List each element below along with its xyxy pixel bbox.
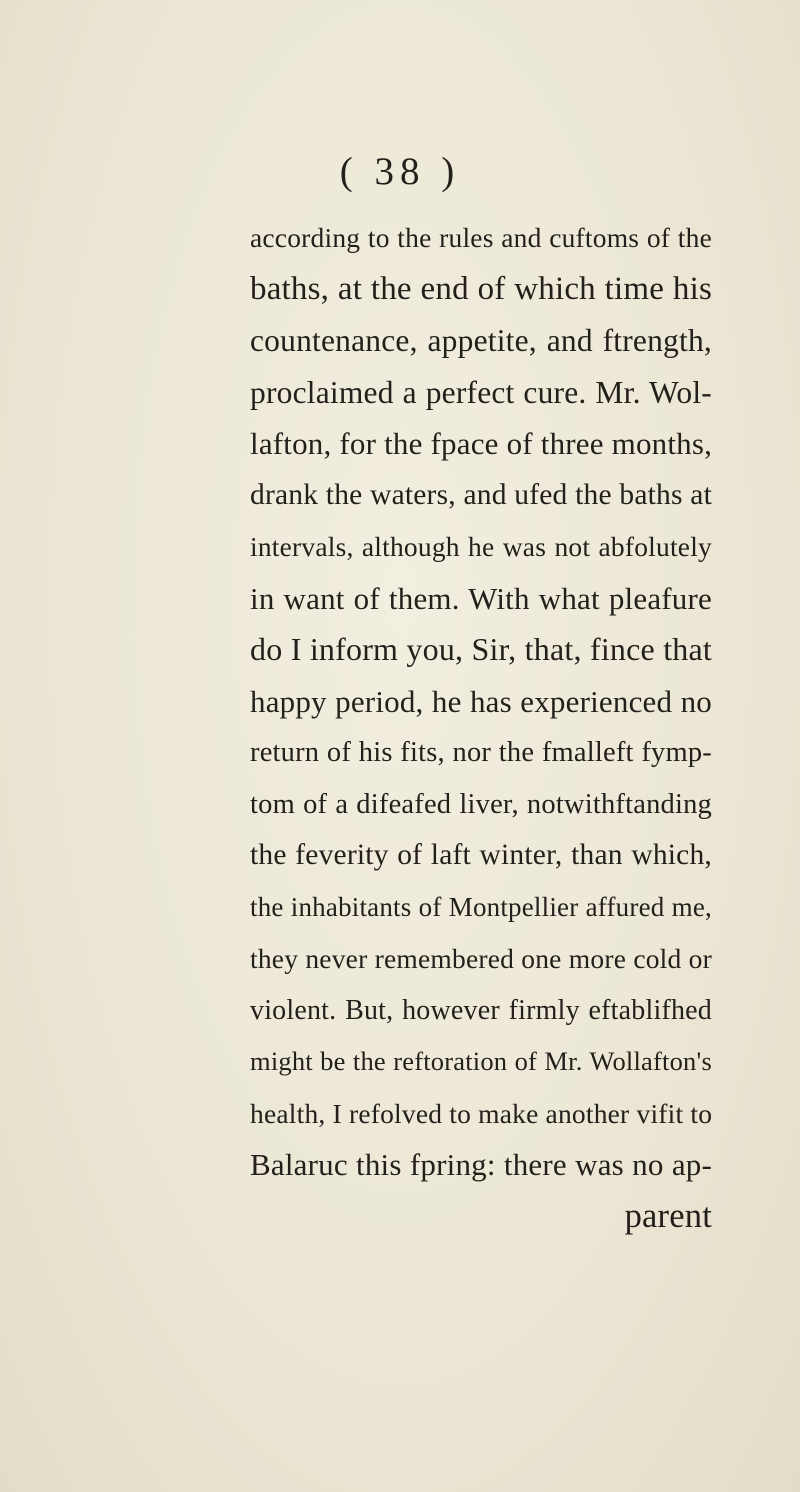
text-line: violent. But, however firmly eftablifhed <box>250 994 712 1026</box>
text-line: countenance, appetite, and ftrength, <box>250 323 712 358</box>
text-line: Balaruc this fpring: there was no ap- <box>250 1147 712 1182</box>
text-line: health, I refolved to make another vifit to <box>250 1097 713 1129</box>
text-line: drank the waters, and ufed the baths at <box>250 478 712 511</box>
text-line: happy period, he has experienced no <box>250 683 712 719</box>
page-number: ( 38 ) <box>339 150 461 193</box>
text-line: might be the reftoration of Mr. Wollafton's <box>250 1046 712 1076</box>
body-text <box>250 212 712 1242</box>
text-line: they never remembered one more cold or <box>250 943 712 974</box>
catchword: parent <box>624 1196 712 1235</box>
text-line: proclaimed a perfect cure. Mr. Wol- <box>250 374 712 410</box>
text-line: the inhabitants of Montpellier affured me, <box>250 891 712 922</box>
text-line: lafton, for the fpace of three months, <box>250 426 713 461</box>
text-line: do I inform you, Sir, that, fince that <box>250 631 712 667</box>
text-line: intervals, although he was not abfolutely <box>250 531 712 562</box>
text-line: baths, at the end of which time his <box>250 270 712 307</box>
text-line: return of his fits, nor the fmalleft fymp- <box>250 737 712 768</box>
text-line: tom of a difeafed liver, notwithftanding <box>250 788 712 820</box>
text-line: in want of them. With what pleafure <box>250 580 712 616</box>
text-line: the feverity of laft winter, than which, <box>250 839 712 871</box>
text-line: according to the rules and cuftoms of the <box>250 222 712 253</box>
